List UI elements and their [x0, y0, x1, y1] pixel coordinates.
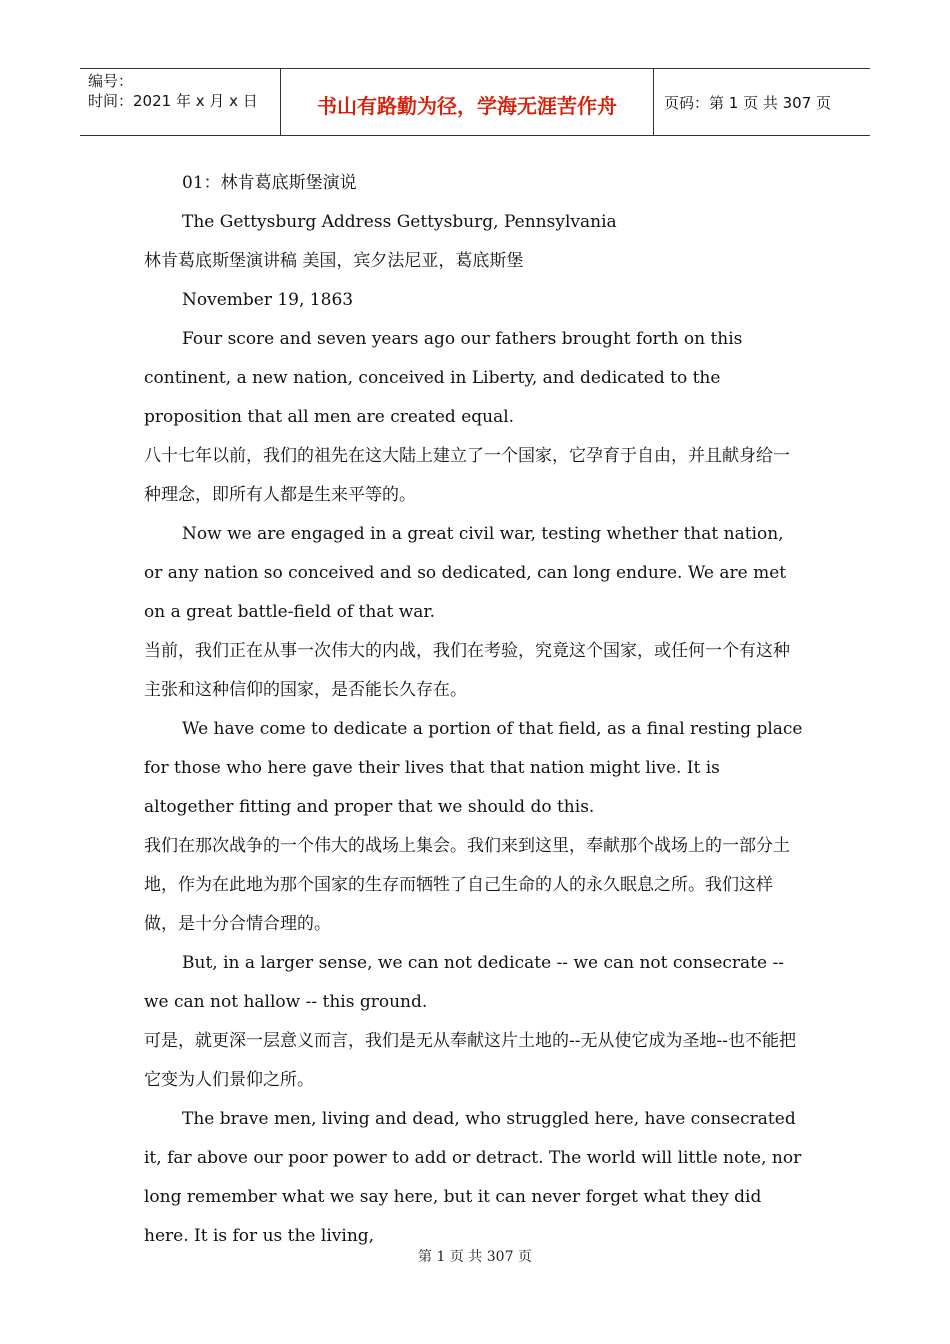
speech-date: November 19, 1863 [182, 290, 354, 310]
document-number-label: 编号： [88, 72, 134, 90]
paragraph-1-chinese: 八十七年以前，我们的祖先在这大陆上建立了一个国家，它孕育于自由，并且献身给一种理念，即所有人都是生来平等的。 [144, 446, 790, 505]
paragraph-4-chinese: 可是，就更深一层意义而言，我们是无从奉献这片土地的--无从使它成为圣地--也不能把它变为人们景仰之所。 [144, 1031, 796, 1090]
header-meta [80, 69, 281, 135]
paragraph-3-chinese: 我们在那次战争的一个伟大的战场上集会。我们来到这里，奉献那个战场上的一部分土地，作为在此地为那个国家的生存而牺牲了自己生命的人的永久眠息之所。我们这样做，是十分合情合理的。 [144, 836, 790, 934]
paragraph-4-english: But, in a larger sense, we can not dedicate -- we can not consecrate -- we can not hallow -- this ground. [144, 953, 784, 1012]
page-footer [0, 1246, 950, 1266]
paragraph-1-english: Four score and seven years ago our fathers brought forth on this continent, a new nation, conceived in Liberty, and dedicated to the proposition that all men are created equal. [144, 329, 743, 427]
document-body [144, 164, 806, 1256]
paragraph-3-english: We have come to dedicate a portion of that field, as a final resting place for those who here gave their lives that that nation might live. It is altogether fitting and proper that we should do this. [144, 719, 803, 817]
paragraph-5-english: The brave men, living and dead, who struggled here, have consecrated it, far above our poor power to add or detract. The world will little note, nor long remember what we say here, but it can never forget what they did here. It is for us the living, [144, 1109, 802, 1246]
subtitle-chinese: 林肯葛底斯堡演讲稿 美国，宾夕法尼亚，葛底斯堡 [144, 251, 524, 271]
motto-text: 书山有路勤为径，学海无涯苦作舟 [317, 93, 617, 118]
paragraph-2-english: Now we are engaged in a great civil war, testing whether that nation, or any nation so conceived and so dedicated, can long endure. We are met on a great battle-field of that war. [144, 524, 787, 622]
header-page-number [654, 69, 870, 135]
paragraph-2-chinese: 当前，我们正在从事一次伟大的内战，我们在考验，究竟这个国家，或任何一个有这种主张和这种信仰的国家，是否能长久存在。 [144, 641, 790, 700]
document-time-label: 时间：2021 年 x 月 x 日 [88, 92, 258, 110]
page-number-label: 页码：第 1 页 共 307 页 [664, 93, 832, 112]
page-header [80, 68, 870, 136]
header-motto [281, 69, 654, 135]
footer-page-number: 第 1 页 共 307 页 [418, 1249, 532, 1265]
subtitle-english: The Gettysburg Address Gettysburg, Pennsylvania [182, 212, 617, 232]
document-title: 01：林肯葛底斯堡演说 [182, 173, 357, 193]
